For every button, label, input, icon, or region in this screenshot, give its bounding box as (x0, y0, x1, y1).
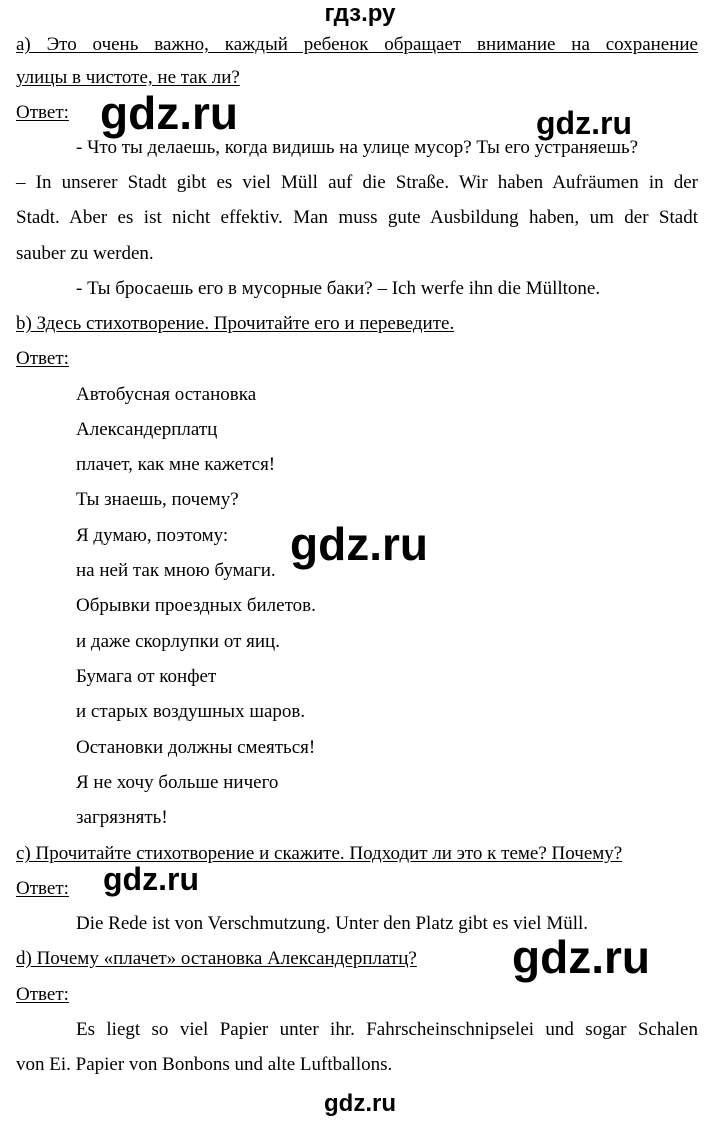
watermark-logo: gdz.ru (512, 931, 650, 983)
answer-label-a: Ответ: (16, 102, 69, 123)
poem-line: Я не хочу больше ничего (76, 772, 279, 793)
poem-line: Обрывки проездных билетов. (76, 595, 316, 616)
poem-line: Я думаю, поэтому: (76, 525, 229, 546)
poem-line: Остановки должны смеяться! (76, 737, 316, 758)
watermark-logo: gdz.ru (103, 861, 199, 897)
answer-d-line1: Es liegt so viel Papier unter ihr. Fahrscheinschnipselei und sogar Schalen (76, 1019, 698, 1040)
answer-d-line2: von Ei. Papier von Bonbons und alte Luftballons. (16, 1054, 393, 1075)
watermark-logo: gdz.ru (536, 105, 632, 141)
watermark-logo: gdz.ru (290, 518, 428, 570)
site-header: гдз.ру (324, 0, 396, 27)
poem-line: Александерплатц (76, 419, 218, 440)
poem-line: загрязнять! (76, 807, 168, 828)
poem-line: Ты знаешь, почему? (76, 489, 239, 510)
answer-c: Die Rede ist von Verschmutzung. Unter den Platz gibt es viel Müll. (76, 913, 589, 934)
question-a-line1: а) Это очень важно, каждый ребенок обращает внимание на сохранение (16, 34, 698, 55)
poem-line: на ней так мною бумаги. (76, 560, 276, 581)
site-footer: gdz.ru (324, 1090, 396, 1117)
poem-line: и даже скорлупки от яиц. (76, 631, 280, 652)
answer-a-line4: sauber zu werden. (16, 243, 154, 264)
poem-line: плачет, как мне кажется! (76, 454, 276, 475)
answer-label-c: Ответ: (16, 878, 69, 899)
question-a-line2: улицы в чистоте, не так ли? (16, 67, 240, 88)
answer-label-d: Ответ: (16, 984, 69, 1005)
answer-a-line3: Stadt. Aber es ist nicht effektiv. Man muss gute Ausbildung haben, um der Stadt (16, 207, 698, 228)
question-b: b) Здесь стихотворение. Прочитайте его и переведите. (16, 313, 455, 334)
answer-a-line5: - Ты бросаешь его в мусорные баки? – Ich werfe ihn die Mülltone. (76, 278, 601, 299)
poem-line: и старых воздушных шаров. (76, 701, 306, 722)
poem-line: Бумага от конфет (76, 666, 217, 687)
answer-label-b: Ответ: (16, 348, 69, 369)
answer-a-line2: – In unserer Stadt gibt es viel Müll auf die Straße. Wir haben Aufräumen in der (16, 172, 698, 193)
answer-a-line1: - Что ты делаешь, когда видишь на улице мусор? Ты его устраняешь? (76, 137, 639, 158)
watermark-logo: gdz.ru (100, 87, 238, 139)
question-d: d) Почему «плачет» остановка Александерплатц? (16, 948, 417, 969)
poem-line: Автобусная остановка (76, 384, 257, 405)
question-c: c) Прочитайте стихотворение и скажите. Подходит ли это к теме? Почему? (16, 843, 623, 864)
